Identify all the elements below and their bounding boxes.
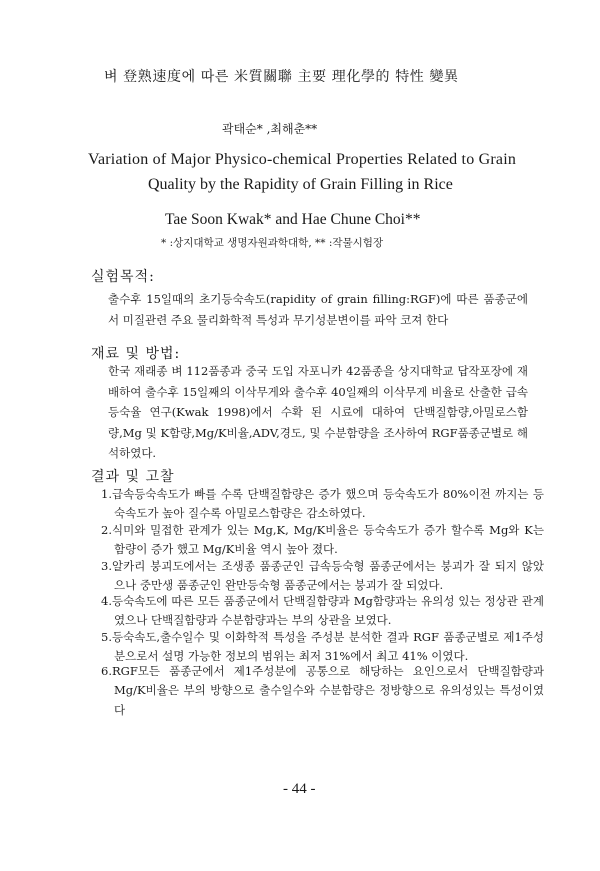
result-item-1: 1.급속등숙속도가 빠를 수록 단백질함량은 증가 했으며 등숙속도가 80%이전 까지는 등숙속도가 높아 질수록 아밀로스함량은 감소하였다. <box>101 487 544 521</box>
affiliations: * :상지대학교 생명자원과학대학, ** :작물시험장 <box>161 237 384 249</box>
result-item-5: 5.등숙속도,출수일수 및 이화학적 특성을 주성분 분석한 결과 RGF 품종군별로 제1주성분으로서 설명 가능한 정보의 범위는 최저 31%에서 최고 41% 이였다. <box>101 630 544 664</box>
objective-text: 출수후 15일때의 초기등숙속도(rapidity of grain filling:RGF)에 따른 품종군에서 미질관련 주요 물리화학적 특성과 무기성분변이를 파악 코져 한다 <box>108 292 528 327</box>
english-title-line1: Variation of Major Physico-chemical Properties Related to Grain <box>88 151 517 168</box>
objective-heading: 실험목적: <box>91 269 155 285</box>
methods-text: 한국 재래종 벼 112품종과 중국 도입 자포니카 42품종을 상지대학교 답작포장에 재배하여 출수후 15일째의 이삭무게와 출수후 40일째의 이삭무게 비율로 산출한 급속등숙율 연구(Kwak 1998)에서 수확 된 시료에 대하여 단백질함량,아밀로스함량,Mg 및 K함량,Mg/K비율,ADV,경도, 및 수분함량을 조사하여 RGF품종군별로 해석하였다. <box>108 364 528 460</box>
result-item-4: 4.등숙속도에 따른 모든 품종군에서 단백질함량과 Mg함량과는 유의성 있는 정상관 관계 였으나 단백질함량과 수분함량과는 부의 상관을 보였다. <box>101 594 544 628</box>
result-item-3: 3.알카리 붕괴도에서는 조생종 품종군인 급속등숙형 품종군에서는 붕괴가 잘 되지 않았으나 중만생 품종군인 완만등숙형 품종군에서는 붕괴가 잘 되었다. <box>101 559 544 593</box>
results-heading: 결과 및 고찰 <box>91 469 175 485</box>
methods-heading: 재료 및 방법: <box>91 346 181 362</box>
english-authors: Tae Soon Kwak* and Hae Chune Choi** <box>165 211 421 228</box>
result-item-2: 2.식미와 밀접한 관계가 있는 Mg,K, Mg/K비율은 등숙속도가 증가 할수록 Mg와 K는 함량이 증가 했고 Mg/K비율 역시 높아 졌다. <box>101 523 544 557</box>
korean-title: 벼 登熟速度에 따른 米質關聯 主要 理化學的 特性 變異 <box>104 69 459 85</box>
english-title-line2: Quality by the Rapidity of Grain Filling in Rice <box>148 176 453 193</box>
page-number: - 44 - <box>283 781 316 797</box>
korean-authors: 곽태순* ,최해춘** <box>222 122 318 136</box>
result-item-6: 6.RGF모든 품종군에서 제1주성분에 공통으로 해당하는 요인으로서 단백질함량과 Mg/K비율은 부의 방향으로 출수일수와 수분함량은 정방향으로 유의성있는 특성이였다 <box>101 664 544 717</box>
